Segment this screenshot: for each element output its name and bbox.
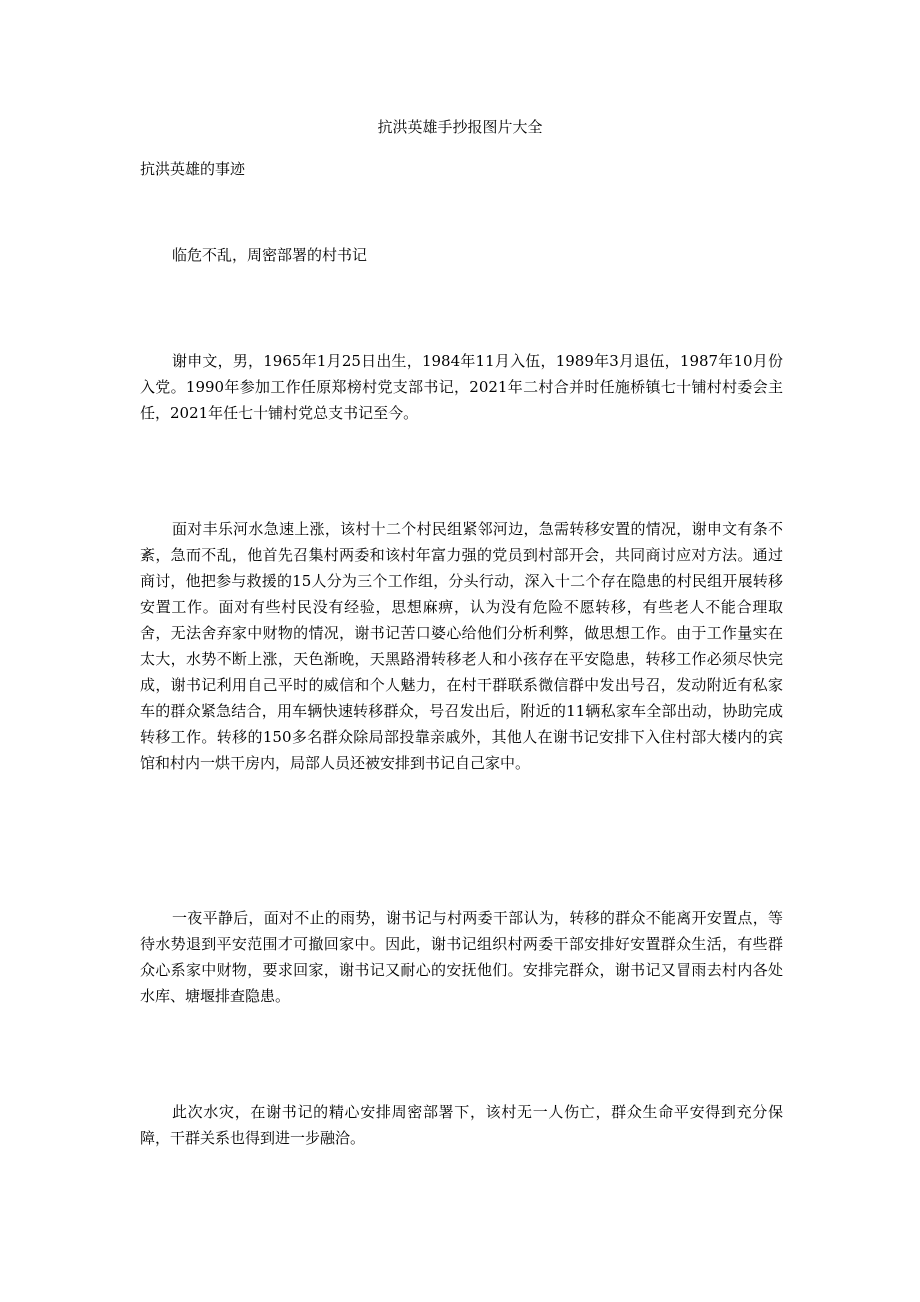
document-subtitle: 抗洪英雄的事迹 — [140, 160, 246, 178]
paragraph-4: 此次水灾，在谢书记的精心安排周密部署下，该村无一人伤亡，群众生命平安得到充分保障，干群关系也得到进一步融洽。 — [140, 1103, 783, 1147]
document-title: 抗洪英雄手抄报图片大全 — [377, 118, 543, 136]
paragraph-3: 一夜平静后，面对不止的雨势，谢书记与村两委干部认为，转移的群众不能离开安置点，等待水势退到平安范围才可撤回家中。因此，谢书记组织村两委干部安排好安置群众生活，有些群众心系家中财物，要求回家，谢书记又耐心的安抚他们。安排完群众，谢书记又冒雨去村内各处水库、塘堰排查隐患。 — [140, 909, 783, 1005]
paragraph-1: 谢申文，男，1965年1月25日出生，1984年11月入伍，1989年3月退伍，1987年10月份入党。1990年参加工作任原郑榜村党支部书记，2021年二村合并时任施桥镇七十铺村村委会主任，2021年任七十铺村党总支书记至今。 — [140, 352, 783, 422]
section-heading: 临危不乱，周密部署的村书记 — [172, 246, 368, 264]
paragraph-2: 面对丰乐河水急速上涨，该村十二个村民组紧邻河边，急需转移安置的情况，谢申文有条不紊，急而不乱，他首先召集村两委和该村年富力强的党员到村部开会，共同商讨应对方法。通过商讨，他把参与救援的15人分为三个工作组，分头行动，深入十二个存在隐患的村民组开展转移安置工作。面对有些村民没有经验，思想麻痹，认为没有危险不愿转移，有些老人不能合理取舍，无法舍弃家中财物的情况，谢书记苦口婆心给他们分析利弊，做思想工作。由于工作量实在太大，水势不断上涨，天色渐晚，天黑路滑转移老人和小孩存在平安隐患，转移工作必须尽快完成，谢书记利用自己平时的威信和个人魅力，在村干群联系微信群中发出号召，发动附近有私家车的群众紧急结合，用车辆快速转移群众，号召发出后，附近的11辆私家车全部出动，协助完成转移工作。转移的150多名群众除局部投靠亲戚外，其他人在谢书记安排下入住村部大楼内的宾馆和村内一烘干房内，局部人员还被安排到书记自己家中。 — [140, 520, 783, 772]
